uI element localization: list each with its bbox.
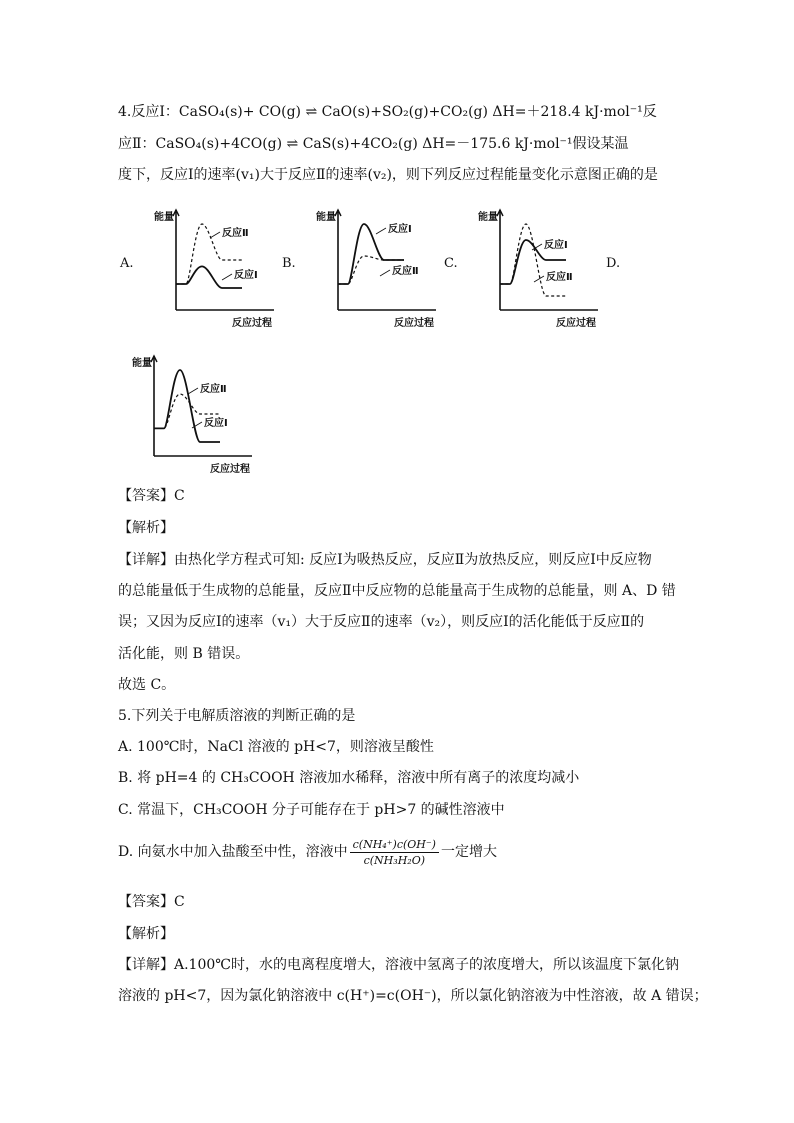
- chart-b: [304, 198, 444, 330]
- chart-a-label-1: 反应Ⅰ: [234, 270, 258, 281]
- q5-fraction-numerator: c(NH₄⁺)c(OH⁻): [350, 838, 439, 853]
- q5-stem: 5.下列关于电解质溶液的判断正确的是: [118, 708, 356, 724]
- chart-d-leader-2: [188, 388, 198, 394]
- chart-d-xlabel: 反应过程: [210, 464, 250, 475]
- q5-option-d-suffix: 一定增大: [440, 844, 497, 860]
- option-c-label: C.: [444, 256, 458, 271]
- q5-option-a: A. 100℃时，NaCl 溶液的 pH<7，则溶液呈酸性: [118, 739, 434, 755]
- chart-d: [120, 344, 265, 476]
- q4-answer: 【答案】C: [118, 488, 185, 504]
- option-b-label: B.: [282, 256, 296, 271]
- q5-fraction-denominator: c(NH₃H₂O): [363, 853, 426, 867]
- chart-c-xlabel: 反应过程: [556, 318, 596, 329]
- chart-b-label-2: 反应Ⅱ: [392, 266, 419, 277]
- q5-option-c: C. 常温下，CH₃COOH 分子可能存在于 pH>7 的碱性溶液中: [118, 802, 505, 818]
- q5-analysis-title: 【解析】: [118, 926, 174, 942]
- q4-conclusion: 故选 C。: [118, 677, 176, 693]
- q4-detail-4: 活化能，则 B 错误。: [118, 646, 250, 662]
- q4-line-2: 应Ⅱ：CaSO₄(s)+4CO(g) ⇌ CaS(s)+4CO₂(g) ΔH=－175.6 kJ·mol⁻¹假设某温: [118, 136, 629, 152]
- chart-c-ylabel: 能量: [478, 212, 498, 223]
- q4-line-1: 4.反应Ⅰ：CaSO₄(s)+ CO(g) ⇌ CaO(s)+SO₂(g)+CO₂(g) ΔH=＋218.4 kJ·mol⁻¹反: [118, 104, 657, 120]
- q5-option-d: [118, 832, 678, 872]
- q4-analysis-title: 【解析】: [118, 520, 174, 536]
- chart-a-xlabel: 反应过程: [232, 318, 272, 329]
- chart-b-leader-1: [376, 228, 386, 234]
- chart-a: [142, 198, 282, 330]
- chart-b-label-1: 反应Ⅰ: [388, 224, 412, 235]
- chart-a-leader-1: [222, 274, 232, 280]
- q4-line-3: 度下，反应Ⅰ的速率(v₁)大于反应Ⅱ的速率(v₂)，则下列反应过程能量变化示意图正确的是: [118, 167, 658, 183]
- chart-d-curve-1: [154, 370, 220, 442]
- chart-d-label-2: 反应Ⅱ: [200, 384, 227, 395]
- option-a-label: A.: [120, 256, 134, 271]
- chart-c-label-2: 反应Ⅱ: [546, 272, 573, 283]
- chart-b-leader-2: [380, 270, 390, 276]
- chart-c: [466, 198, 606, 330]
- q5-option-b: B. 将 pH=4 的 CH₃COOH 溶液加水稀释，溶液中所有离子的浓度均减小: [118, 770, 580, 786]
- q4-detail-3: 误；又因为反应Ⅰ的速率（v₁）大于反应Ⅱ的速率（v₂），则反应Ⅰ的活化能低于反应Ⅱ的: [118, 614, 645, 630]
- q5-detail-2: 溶液的 pH<7，因为氯化钠溶液中 c(H⁺)=c(OH⁻)，所以氯化钠溶液为中性溶液，故 A 错误；: [118, 988, 708, 1004]
- chart-b-ylabel: 能量: [316, 212, 336, 223]
- q5-detail-1: 【详解】A.100℃时，水的电离程度增大，溶液中氢离子的浓度增大，所以该温度下氯化钠: [118, 957, 679, 973]
- chart-a-ylabel: 能量: [154, 212, 174, 223]
- q5-option-d-prefix: D. 向氨水中加入盐酸至中性，溶液中: [118, 844, 348, 860]
- chart-c-leader-2: [534, 276, 544, 282]
- chart-a-curve-1: [176, 266, 242, 288]
- chart-a-label-2: 反应Ⅱ: [222, 228, 249, 239]
- chart-a-leader-2: [210, 232, 220, 238]
- chart-c-label-1: 反应Ⅰ: [544, 240, 568, 251]
- chart-d-ylabel: 能量: [132, 358, 152, 369]
- chart-b-xlabel: 反应过程: [394, 318, 434, 329]
- q5-fraction: [350, 838, 439, 867]
- q4-detail-2: 的总能量低于生成物的总能量，反应Ⅱ中反应物的总能量高于生成物的总能量，则 A、D 错: [118, 583, 676, 599]
- chart-d-label-1: 反应Ⅰ: [204, 418, 228, 429]
- q4-detail-1: 【详解】由热化学方程式可知: 反应Ⅰ为吸热反应，反应Ⅱ为放热反应，则反应Ⅰ中反应物: [118, 552, 652, 568]
- q5-answer: 【答案】C: [118, 894, 185, 910]
- option-d-label: D.: [606, 256, 621, 271]
